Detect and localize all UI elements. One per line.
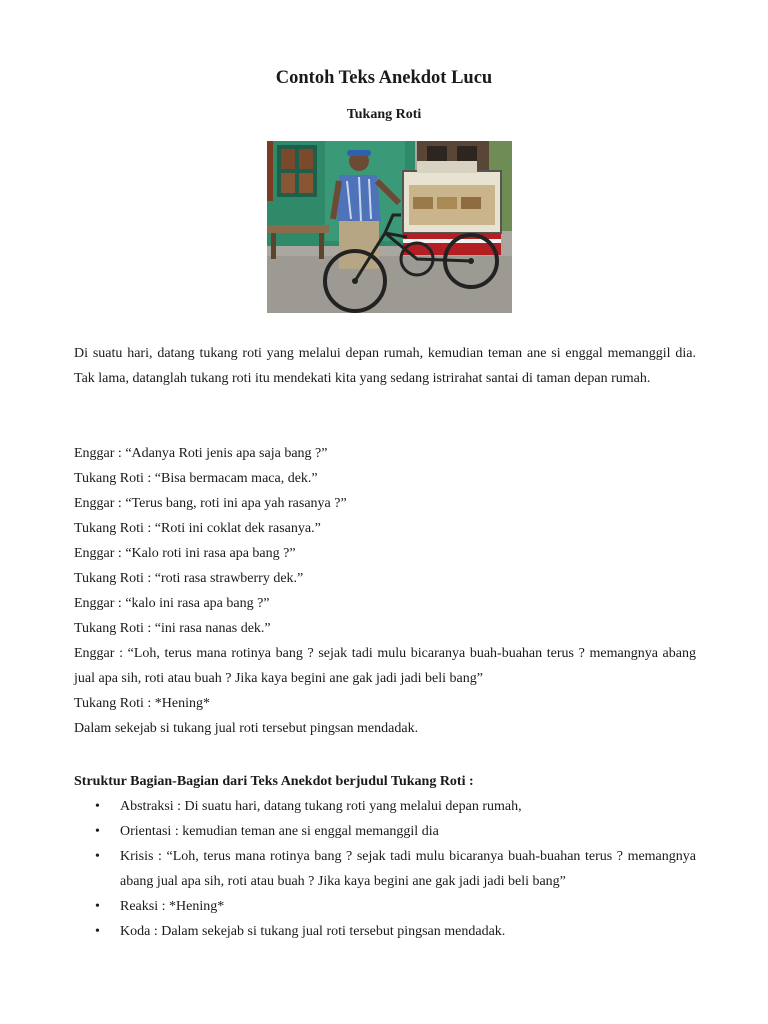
- structure-item-reaksi: [74, 894, 696, 919]
- structure-item-text: Reaksi : *Hening*: [120, 899, 225, 914]
- dialog-line: Enggar : “kalo ini rasa apa bang ?”: [74, 596, 270, 611]
- dialog-line: Enggar : “Adanya Roti jenis apa saja bang ?”: [74, 446, 328, 461]
- document-title: Contoh Teks Anekdot Lucu: [275, 68, 493, 88]
- dialog-line: Tukang Roti : “Bisa bermacam maca, dek.”: [74, 471, 318, 486]
- bullet-icon: •: [95, 799, 100, 814]
- structure-item-text: Krisis : “Loh, terus mana rotinya bang ? sejak tadi mulu bicaranya buah-buahan terus ? memangnya abang jual apa sih, roti atau buah ? Jika kaya begini ane gak jadi jadi beli bang”: [120, 849, 696, 889]
- structure-list: [74, 794, 696, 944]
- dialog-line: Tukang Roti : “ini rasa nanas dek.”: [74, 621, 271, 636]
- dialog-line: Enggar : “Kalo roti ini rasa apa bang ?”: [74, 546, 296, 561]
- structure-item-text: Orientasi : kemudian teman ane si enggal memanggil dia: [120, 824, 439, 839]
- structure-item-orientasi: [74, 819, 696, 844]
- bullet-icon: •: [95, 824, 100, 839]
- dialog-line: Enggar : “Terus bang, roti ini apa yah rasanya ?”: [74, 496, 347, 511]
- structure-item-text: Koda : Dalam sekejab si tukang jual roti tersebut pingsan mendadak.: [120, 924, 506, 939]
- dialog-line: Tukang Roti : *Hening*: [74, 696, 210, 711]
- structure-item-abstraksi: [74, 794, 696, 819]
- structure-heading: Struktur Bagian-Bagian dari Teks Anekdot berjudul Tukang Roti :: [74, 774, 474, 789]
- dialog-line: Tukang Roti : “Roti ini coklat dek rasanya.”: [74, 521, 321, 536]
- structure-item-krisis: [74, 844, 696, 894]
- bullet-icon: •: [95, 924, 100, 939]
- intro-paragraph: Di suatu hari, datang tukang roti yang melalui depan rumah, kemudian teman ane si enggal memanggil dia. Tak lama, datanglah tukang roti itu mendekati kita yang sedang istrirahat santai di taman depan rumah.: [74, 346, 696, 386]
- dialog-line: Enggar : “Loh, terus mana rotinya bang ? sejak tadi mulu bicaranya buah-buahan terus ? memangnya abang jual apa sih, roti atau buah ? Jika kaya begini ane gak jadi jadi beli bang”: [74, 646, 696, 686]
- document-subtitle: Tukang Roti: [346, 107, 422, 122]
- structure-item-koda: [74, 919, 696, 944]
- bullet-icon: •: [95, 899, 100, 914]
- dialog-section: [74, 441, 696, 741]
- bullet-icon: •: [95, 849, 100, 864]
- bread-cart-photo: [267, 141, 512, 313]
- structure-item-text: Abstraksi : Di suatu hari, datang tukang roti yang melalui depan rumah,: [120, 799, 522, 814]
- dialog-line: Tukang Roti : “roti rasa strawberry dek.”: [74, 571, 304, 586]
- narration-line: Dalam sekejab si tukang jual roti tersebut pingsan mendadak.: [74, 721, 419, 736]
